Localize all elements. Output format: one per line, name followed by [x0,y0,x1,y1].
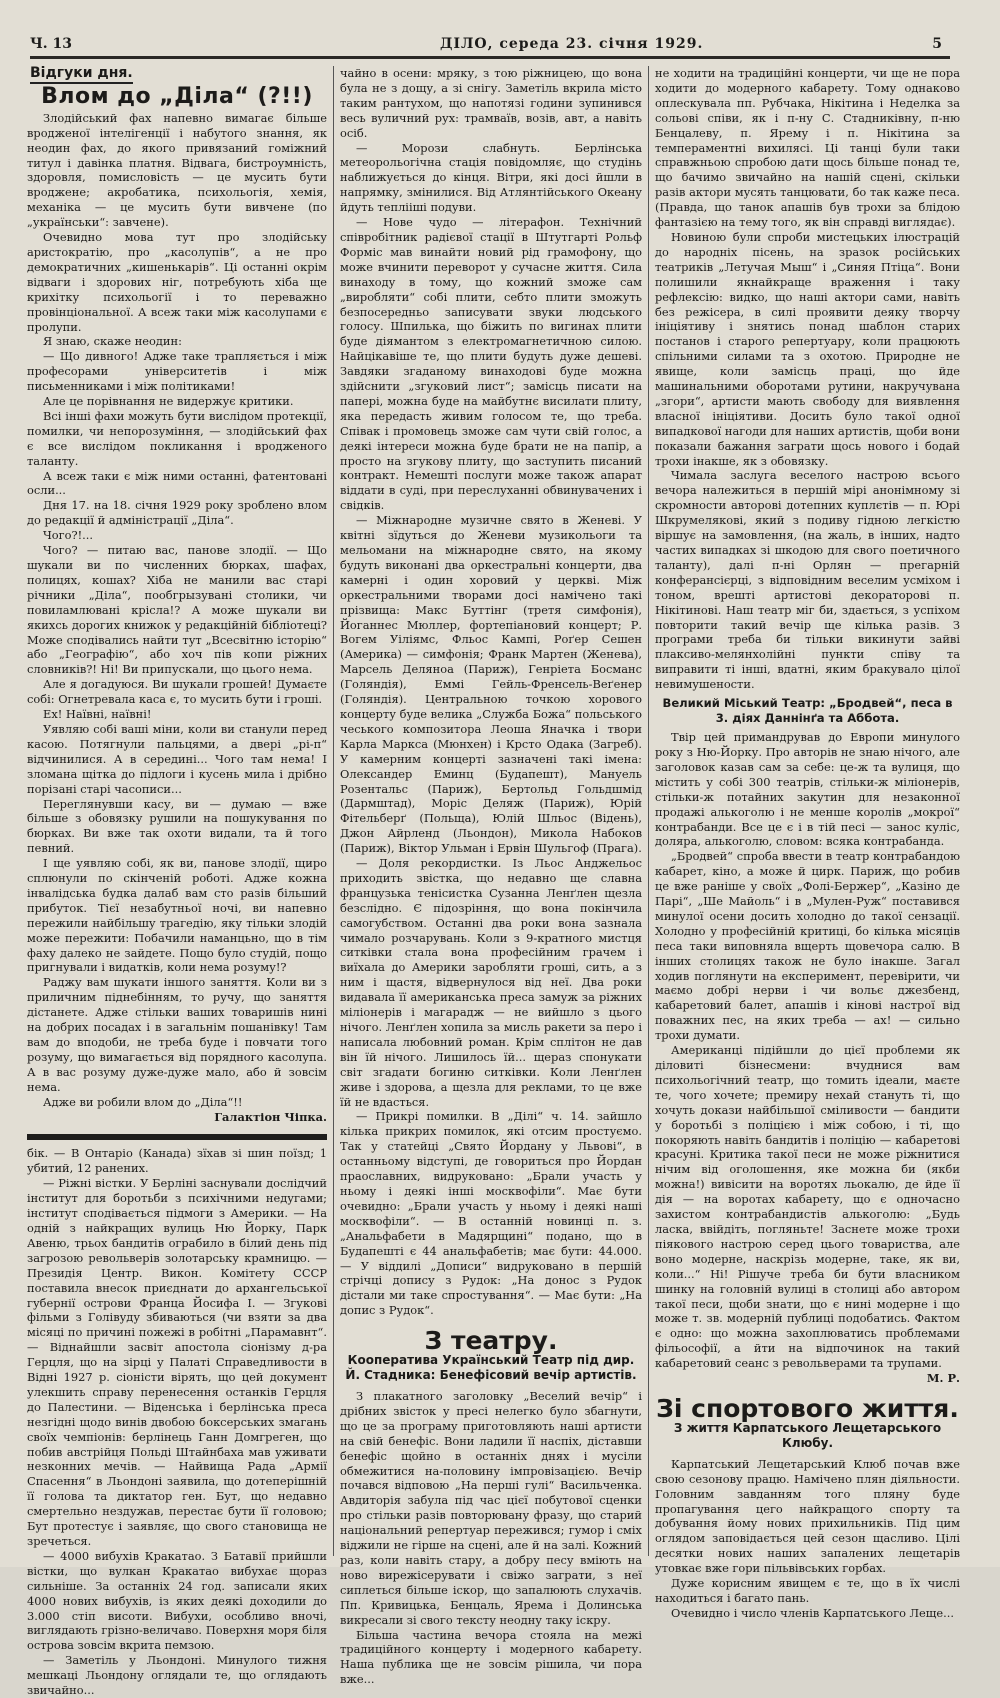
author-signature: Галактіон Чіпка. [214,1109,327,1124]
article-subtitle: З життя Карпатського Лещетарського Клюбу. [673,1420,942,1450]
paragraph: бік. — В Онтаріо (Канада) зїхав зі шин поїзд; 1 убитий, 12 ранених. [27,1146,327,1176]
paragraph: І ще уявляю собі, як ви, панове злодії, щиро сплюнули по скінченій роботі. Адже кожна інвалідська будка далаб вам сто разів більший прибуток. Тієї незабутньої ночі, ви напевно пережили найбільшу трагедію, яку тільки злодій може пережити: Побачили наманцьно, що в тім фаху далеко не зайдете. Пощо було студій, пощо пригнували і видатків, коли нема розуму!? [27,856,327,975]
paragraph: Раджу вам шукати іншого заняття. Коли ви з приличним піднебінням, то ручу, що заняття дістанете. Адже стільки ваших товаришів нині на добрих посадах і в загальнім пошанівку! Там вам до вподоби, не треба буде і повчати того розуму, що вимагається від порядного касолупа. А в вас розуму дуже-дуже мало, або й зовсім нема. [27,975,327,1094]
paragraph: Новиною були спроби мистецьких ілюстрацій до народніх пісень, на зразок російських театриків „Летучая Мыш“ і „Синяя Птіца“. Вони полишили якнайкраще враження і таку рефлексію: видко, що наші актори сами, навіть без режісера, в силі проявити деяку творчу ініціятиву і знятись понад шаблон старих постанов і старого репертуару, коли працюють спільними силами та з охотою. Природне не явище, коли замісць праці, що йде машинальними оборотами рутини, накручувана „згори“, артисти мають свободу для виявлення власної ініціятиви. Досить було такої одної випадкової нагоди для наших артистів, щоби вони показали бажання заграти щось нового і бодай трохи інакше, як з обовязку. [655,229,960,468]
paragraph: Американці підійшли до цієї проблеми як діловиті бізнесмени: вчуднися вам психольогічний театр, що томить ідеали, маєте те, чого хочете; премиру нехай стануть ті, що хочуть докази найбільшої сміливости — бандити у боротьбі з поліцією і між собою, і ті, що покоряють навіть бандитів і поліцію — кабаретові красуні. Критика такої песи не може ріжнитися нічим від оголошення, яке можна би (якби можна!) вивісити на воротях льокалю, де йде її дія — на воротах кабарету, що є одночасно захистом контрабандистів алькоголю: „Будь ласка, ввійдіть, погляньте! Заснете може трохи піякового настрою серед цього товариства, але воно модерне, наскрізь модерне, таке, як ви, коли...“ Ні! Рішуче треба би бути власником шинку на головній вулиці в столиці або автором такої песи, щоби знати, що є нині модерне і що може т. зв. модерній публиці подобатись. Фактом є одно: що можна захоплюватись проблемами фільософії, а йти на відпочинок на такий кабаретовий сеанс з револьверами та трупами. [655,1043,960,1371]
paragraph: — Заметіль у Льондоні. Минулого тижня мешкаці Льондону оглядали те, що оглядають звичайно... [27,1653,327,1698]
paragraph: Адже ви робили влом до „Діла“!! [43,1094,243,1109]
article-title: Великий Міський Театр: „Бродвей“, песа в 3. діях Даннінґа та Аббота. [662,696,953,726]
paragraph: Злодійський фах напевно вимагає більше вродженої інтелігенції і набутого знання, як неодин фах, до якого привязаний гоміжний титул і давінка платня. Відвага, бистроумність, здоровля, помисловість — це мусить бути вроджене; акробатика, психольогія, хемія, механіка — це мусить бути вивчене (по „українськи“: завчене). [27,110,327,230]
paragraph: — Доля рекордистки. Із Льос Анджельос приходить звістка, що недавно ще славна французька тенісистка Сузанна Ленґлен щезла безслідно. Є підозріння, що вона покінчила самогубством. Останні два роки вона зазнала чимало розчарувань. Коли з 9-кратного мистця ситківки стала вона професійним грачем і виїхала до Америки заробляти гроші, сить, а з ним і щастя, відвернулося від неї. Два роки видавала її американська преса замуж за ріжних міліонерів і магарадж — не вийшло з цього нічого. Ленґлен хопила за мисль ракети за перо і написала любовний роман. Крім сплітон не дав він їй нічого. Лишилось їй... щераз спонукати світ згадати богиню ситківки. Коли Ленґлен живе і здорова, а щезла для реклами, то це вже їй не вдасться. [340,856,642,1109]
paragraph: Очевидно і число членів Карпатського Леще... [671,1605,954,1620]
paragraph: Переглянувши касу, ви — думаю — вже більше з обовязку рушили на пошукування по бюрках. Ви вже так охоти видали, та й того певний. [27,796,327,856]
paragraph: А всеж таки є між ними останні, фатентовані осли... [27,468,327,498]
paragraph: Очевидно мова тут про злодійську аристократію, про „касолупів“, а не про демократичних „кишенькарів“. Ці останні окрім відваги і здорових ніг, потребують хіба ще крихітку психольогії і то переважно провінціональної. А всеж таки між касолупами є пролупи. [27,230,327,334]
paragraph: Карпатський Лещетарський Клюб почав вже свою сезонову працю. Намічено плян діяльности. Головним завданням того пляну буде пропагування цего найкращого спорту та добування йому нових прихильників. Під цим оглядом заповідається цей сезон щасливо. Цілі десятки нових наших запалених лещетарів утовкає вже гори пільвівських горбах. [655,1456,960,1576]
paragraph: „Бродвей“ спроба ввести в театр контрабандою кабарет, кіно, а може й цирк. Париж, що робив це вже раніше у своїх „Фолі-Бержер“, „Казіно де Парі“, „Ше Майоль“ і в „Мулен-Руж“ поставився минулої осени досить холодно до такої сензації. Холодно у професійній критиці, бо кілька місяців песа таки виповняла вщерть щовечора салю. В інших столицях також не було інакше. Загал ходив поглянути на експеримент, перевірити, чи маємо добрі нерви і чи вольє джезбенд, кабаретовий балет, апашів і кінові настрої від поважних пес, на яких треба — ах! — сильно трохи думати. [655,849,960,1043]
column-3 [655,66,960,1621]
paragraph: Чого? — питаю вас, панове злодії. — Що шукали ви по численних бюрках, шафах, полицях, кошах? Хіба не манили вас старі річники „Діла“, пообгрызувані столики, чи повиламлювані крісла!? А може шукали ви якихсь дорогих книжок у редакційній бібліотеці? Може сподівались найти тут „Всесвітню історію“ або „Географію“, або хоч пів копи ріжних словників?! Ні! Ви припускали, що цього нема. [27,543,327,677]
paragraph: — Прикрі помилки. В „Ділі“ ч. 14. зайшло кілька прикрих помилок, які отсим простуємо. Так у статейці „Свято Йордану у Львові“, в останньому відступі, де говориться про Йордан праославних, видруковано: „Брали участь у ньому і деякі інші москвофіли“. Має бути очевидно: „Брали участь у ньому і деякі наші москвофіли“. — В останній новинці п. з. „Анальфабети в Мадярщині“ подано, що в Будапешті є 44 анальфабетів; має бути: 44.000. — У віддилі „Дописи“ видруковано в першій стрічці допису з Рудок: „На донос з Рудок дістали ми таке спростування“. — Має бути: „На допис з Рудок“. [340,1109,642,1318]
article-title: Влом до „Діла“ (?!!) [41,83,313,109]
column-2 [340,66,642,1687]
paragraph: — Нове чудо — літерафон. Технічний співробітник радієвої стації в Штутгарті Рольф Форміс мав винайти новий рід грамофону, що може вчинити переворот у сучасне життя. Сила винаходу в тому, що кожний зможе сам „виробляти“ собі плити, себто плити зможуть безпосередньо записувати звуки людського голосу. Шпилька, що біжить по вигинах плити буде діямантом з електромагнетичною силою. Найцікавіше те, що плити будуть дуже дешеві. Завдяки згаданому винаходові буде можна здійснити „згуковий лист“; замісць писати на папері, можна буде на майбутнє висилати плиту, яка передасть живим голосом те, що треба. Співак і промовець зможе сам чути свій голос, а деякі інтереси можна буде брати не на папір, а просто на згукову плиту, що заступить писаний контракт. Немешті послуги може також апарат віддати в суді, при переслуханні обвинувачених і свідків. [340,215,642,513]
section-title: Зі спортового життя. [656,1393,959,1423]
paragraph: чайно в осени: мряку, з тою ріжницею, що вона була не з дощу, а зі снігу. Заметіль вкрила місто таким рантухом, що напотязі години зупинився весь вуличний рух: трамваїв, возів, авт, а навіть осіб. [340,66,642,140]
paragraph: Більша частина вечора стояла на межі традиційного концерту і модерного кабарету. Наша публика ще не зовсім рішила, чи пора вже... [340,1627,642,1687]
paragraph: Але я догадуюся. Ви шукали грошей! Думаєте собі: Огнетревала каса є, то мусить бути і гроші. [27,677,327,707]
paragraph: З плакатного заголовку „Веселий вечір“ і дрібних звісток у пресі нелегко було збагнути, що це за програму приготовляють наші артисти на свій бенефіс. Вони ладили її наспіх, діставши бенефіс щойно в останніх днях і мусіли обмежитися на-половину імпровізацією. Вечір почався відповою „На перші гулі“ Васильченка. Авдиторія забула під час цієї побутової сценки про стільки разів повторювану фразу, що старий національний репертуар пережився; гумор і сміх віджили не гірше на сцені, але й на залі. Кожний раз, коли навіть стару, а добру песу вміють на ново вирежісерувати і свіжо заграти, з неї сиплеться більше іскор, що запалюють слухачів. Пп. Кривицька, Бенцаль, Ярема і Долинська викресали зі свого тексту неодну таку іскру. [340,1389,642,1627]
section-title: З театру. [424,1326,558,1356]
paragraph: Уявляю собі ваші міни, коли ви станули перед касою. Потягнули пальцями, а двері „рі-п“ відчинилися. А в середині... Чого там нема! І зломана щітка до підлоги і кусень мила і дрібно порізані старі часописи... [27,721,327,796]
paragraph: Всі інші фахи можуть бути вислідом протекції, помилки, чи непорозуміння, — злодійський фах є все вислідом покликання і вродженого таланту. [27,408,327,468]
paragraph: Але це порівнання не видержує критики. [43,394,294,409]
paragraph: Дня 17. на 18. січня 1929 року зроблено влом до редакції й адміністрації „Діла“. [27,498,327,528]
column-divider [648,66,649,1556]
paragraph: — 4000 вибухів Кракатао. З Батавії прийшли вістки, що вулкан Кракатао вибухає щораз сильніше. За останніх 24 год. записали яких 4000 нових вибухів, із яких деякі доходили до 3.000 стіп висоти. Вибухи, особливо вночі, виглядають грізно-величаво. Поверхня моря біля острова зовсім вкрита пемзою. [27,1548,327,1653]
paragraph: — Що дивного! Адже таке трапляється і між професорами університетів і між письменниками і між політиками! [27,349,327,394]
header-rule [30,56,950,59]
page-header [30,32,942,54]
issue-number: Ч. 13 [30,36,73,52]
author-signature: М. Р. [926,1371,960,1386]
paragraph: — Ріжні вістки. У Берліні заснували дослідчий інститут для боротьби з психічними недугами; інститут сподівається підмоги з Америки. — На одній з найкращих вулиць Ню Йорку, Парк Авеню, трьох бандитів ограбило в білий день під загрозою револьверів золотарську крамницю. — Президія Центр. Викон. Комітету СССР поставила внесок приєднати до архангельської губернії острови Франца Йосифа І. — Згукові фільми з Голівуду збиваються (чи взяти за два місяці по причині пожежі в робітні „Парамавнт“. — Віднайшли засвіт апостола сіонізму д-ра Герцля, що на зірці у Палаті Справедливости в Відні 1927 р. сіоністи вірять, що цей документ улекшить справу перенесення останків Герцля до Палестини. — Віденська і берлінська преса незгідні щодо винів двобою боксерських змагань своїх чемпіонів: берлінець Ганн Домгреген, що побив австрійця Польді Штайнбаха мав уживати незконних мечів. — Найвища Рада „Армії Спасення“ в Льондоні заявила, що дотеперішній її голова та диктатор ген. Бут, що недавно смертельно нездужав, перестає бути її головою; Бут протестує і заявляє, що свого становища не зречеться. [27,1176,327,1548]
paragraph: Чимала заслуга веселого настрою всього вечора належиться в першій мірі анонімному зі скромности авторові дотепних куплєтів — п. Юрі Шкрумеляковi, який з подиву гідною легкістю віршує на замовлення, (на жаль, в інших, надто частих випадках зі шкодою для свого поетичного таланту), далі п-ні Орлян — прегарній конферансієрці, з відповідним веселим усміхом і тоном, врешті артистові декораторові п. Нікітинові. Наш театр міг би, здається, з успіхом повторити такий вечір ще кілька разів. З програми треба би тільки викинути зайві плаксиво-мелянхолійні пункти співу та виправити ті інші, вдатні, яким бракувало цілої невимушености. [655,468,960,692]
paragraph: — Морози слабнуть. Берлінська метеорольогічна стація повідомляє, що студінь наближується до кінця. Вітри, які досі йшли в напрямку, змінилися. Від Атлянтійського Океану йдуть теплііші подуви. [340,140,642,215]
paragraph: Я знаю, скаже неодин: [43,334,182,349]
paragraph: Чого?!... [43,528,94,543]
column-divider [333,66,334,1556]
column-1 [27,66,327,1698]
paragraph: Ех! Наївні, наївні! [43,707,152,722]
page-number: 5 [932,36,942,52]
paragraph: Твір цей примандрував до Европи минулого року з Ню-Йорку. Про авторів не знаю нічого, але заголовок казав сам за себе: це-ж та вулиця, що містить у собі 300 театрів, стільки-ж міліонерів, стільки-ж потайних закутин для незаконної продажі алькоголю і не менше королів „мокрої“ контрабанди. Все це є і в тій песі — занос куліс, доляра, алькоголю, словом: всяка контрабанда. [655,730,960,849]
masthead-date: ДІЛО, середа 23. січня 1929. [440,36,704,52]
paragraph: — Міжнародне музичне свято в Женеві. У квітні зїдуться до Женеви музикольоги та мельомани на міжнародне свято, на якому будуть виконані два оркестральні концерти, два камерні і один хоровий у церкві. Між оркестральними творами досі намічено такі прізвища: Макс Буттінг (третя симфонія), Йоганнес Мюллер, фортепіановий концерт; Р. Вогем Уіліямс, Фльос Кампі, Роґер Сешен (Америка) — симфонія; Франк Мартен (Женева), Марсель Деляноа (Париж), Генріета Босманс (Голяндія), Еммі Гейль-Френсель-Веґенер (Голяндія). Центральною точкою хорового концерту буде велика „Служба Божа“ польського чеського композитора Леоша Яначка і твори Карла Маркса (Мюнхен) і Крсто Одака (Загреб). У камерним концерті зазначені такі імена: Олександер Еминц (Будапешт), Мануель Розентальс (Париж), Бертольд Гольдшмід (Дармштад), Моріс Деляж (Париж), Юрій Фітельберґ (Польща), Юлій Шльос (Відень), Джон Айрленд (Льондон), Микола Набоков (Париж), Віктор Ульман і Ервін Шульгоф (Прага). [340,513,642,856]
section-kicker: Відгуки дня. [30,66,133,84]
paragraph: Дуже корисним явищем є те, що в їх числі находиться і багато пань. [655,1576,960,1605]
article-subtitle: Кооператива Український Театр під дир. Й. Стадника: Бенефісовий вечір артистів. [345,1353,637,1383]
section-rule [27,1134,327,1140]
paragraph: не ходити на традиційні концерти, чи ще не пора ходити до модерного кабарету. Тому однаково оплескувала пп. Рубчака, Нікітина і Неделка за сольові співи, як і п-ну С. Стадниківну, п-ню Бенцалеву, п. Ярему і п. Нікітина за темпераментні вихилясі. Ці танці були таки справжньою спробою дати щось більше понад те, що бачимо звичайно на нашій сцені, скільки разів актори мусять танцювати, бо так каже песа. (Правда, що танок апашів був трохи за блідою фантазією на тему того, як він справді виглядає). [655,66,960,230]
